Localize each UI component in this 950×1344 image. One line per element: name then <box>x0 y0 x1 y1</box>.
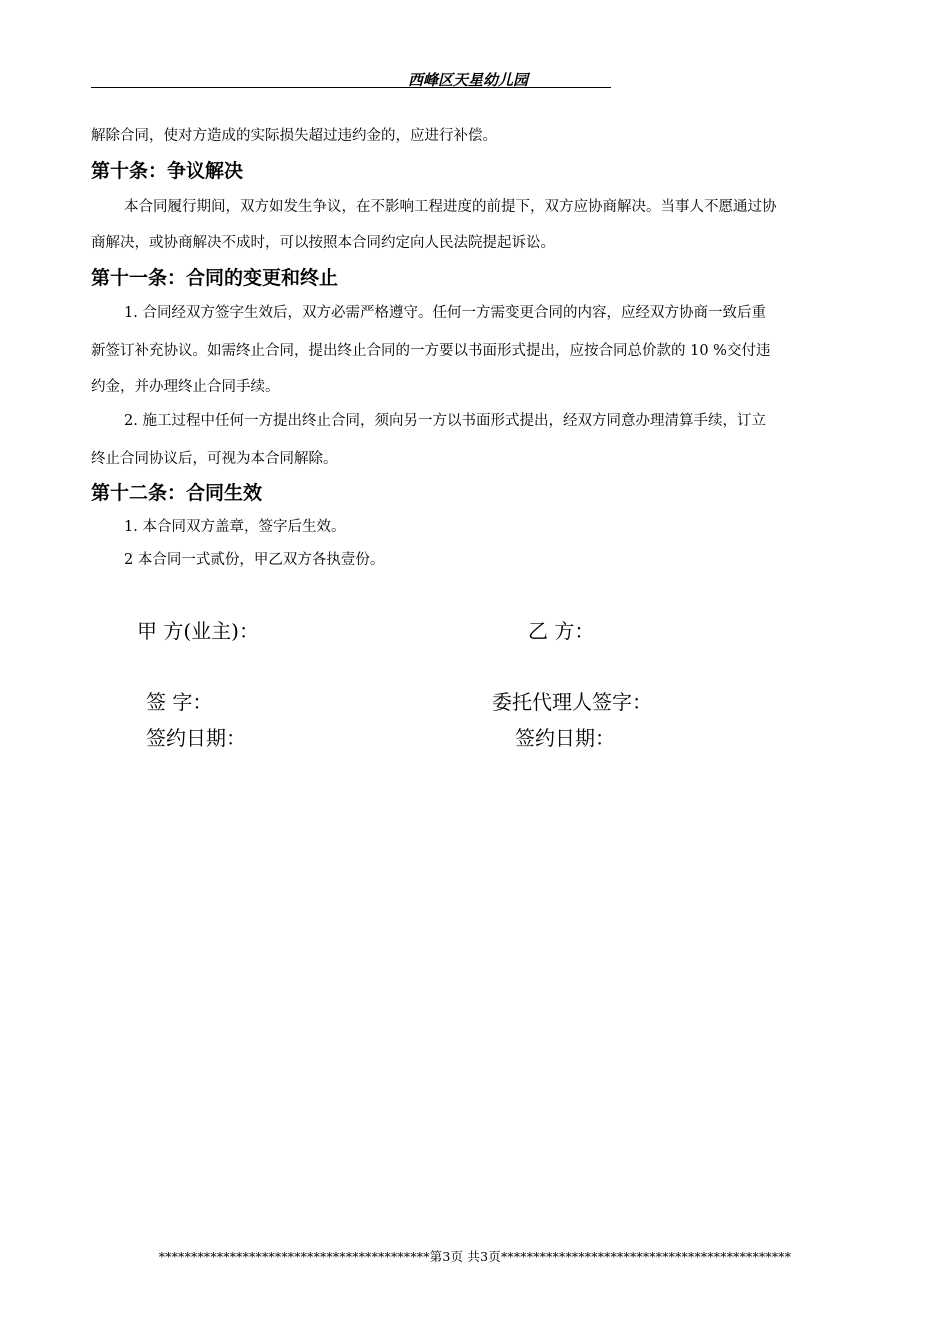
article-11-p1-line-1: 1. 合同经双方签字生效后，双方必需严格遵守。任何一方需变更合同的内容，应经双方协商一致后重 <box>124 305 766 321</box>
party-b-signature-label: 委托代理人签字： <box>492 690 652 714</box>
header-rule <box>91 87 611 88</box>
article-12-item-1: 1. 本合同双方盖章，签字后生效。 <box>124 519 346 535</box>
article-12-heading: 第十二条：合同生效 <box>91 482 263 504</box>
party-b-date-label: 签约日期： <box>515 726 615 750</box>
intro-line: 解除合同，使对方造成的实际损失超过违约金的，应进行补偿。 <box>91 128 497 144</box>
article-11-p2-line-1: 2. 施工过程中任何一方提出终止合同，须向另一方以书面形式提出，经双方同意办理清算手续，订立 <box>124 413 766 429</box>
party-a-label: 甲 方(业主)： <box>137 619 259 643</box>
article-11-p1-line-2: 新签订补充协议。如需终止合同，提出终止合同的一方要以书面形式提出，应按合同总价款的 10 %交付违 <box>91 343 771 359</box>
header-title: 西峰区天星幼儿园 <box>408 71 529 89</box>
article-11-p2-line-2: 终止合同协议后，可视为本合同解除。 <box>91 451 338 467</box>
article-10-heading: 第十条：争议解决 <box>91 160 244 182</box>
article-12-item-2: 2 本合同一式贰份，甲乙双方各执壹份。 <box>124 552 385 568</box>
page-footer: ******************************************第3页 共3页********************************************* <box>158 1249 792 1264</box>
party-a-date-label: 签约日期： <box>146 726 246 750</box>
article-10-text-line-2: 商解决，或协商解决不成时，可以按照本合同约定向人民法院提起诉讼。 <box>91 235 555 251</box>
party-a-signature-label: 签 字： <box>146 690 213 714</box>
party-b-label: 乙 方： <box>528 619 595 643</box>
article-11-heading: 第十一条：合同的变更和终止 <box>91 267 339 289</box>
article-11-p1-line-3: 约金，并办理终止合同手续。 <box>91 379 280 395</box>
article-10-text-line-1: 本合同履行期间，双方如发生争议，在不影响工程进度的前提下，双方应协商解决。当事人不愿通过协 <box>124 199 777 215</box>
